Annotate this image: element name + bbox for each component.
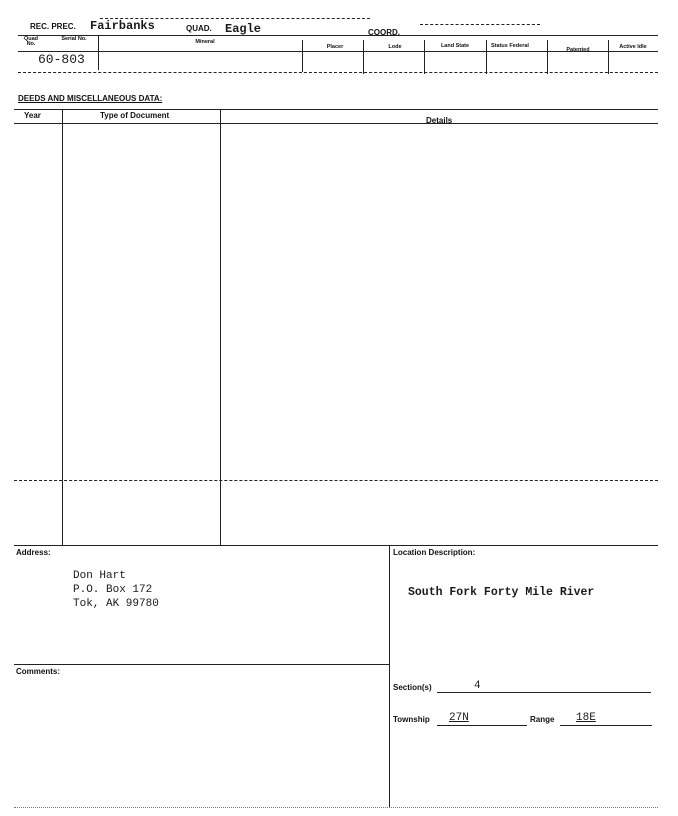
active-idle-header: Active Idle <box>619 44 647 50</box>
lode-header: Lode <box>388 44 402 50</box>
deeds-section-title: DEEDS AND MISCELLANEOUS DATA: <box>18 94 163 103</box>
top-dashed-rule-right <box>420 24 540 25</box>
status-federal-header: Status Federal <box>491 43 529 49</box>
details-column-header: Details <box>426 116 453 125</box>
section-underline <box>437 692 651 693</box>
serial-no-header: Serial No. <box>61 36 87 42</box>
col-divider <box>547 40 548 74</box>
section-value: 4 <box>474 680 481 692</box>
address-line-3: Tok, AK 99780 <box>73 598 159 610</box>
col-divider <box>486 40 487 74</box>
location-description-value: South Fork Forty Mile River <box>408 586 595 599</box>
header-rule <box>18 35 658 36</box>
deeds-dashed-rule <box>14 480 658 481</box>
address-label: Address: <box>16 548 51 557</box>
range-underline <box>560 725 652 726</box>
col-divider <box>363 40 364 74</box>
land-state-header: Land State <box>440 43 470 49</box>
type-column-header: Type of Document <box>100 111 170 120</box>
township-value: 27N <box>449 712 469 724</box>
address-location-divider <box>389 545 390 807</box>
quad-no-header: Quad No. <box>23 36 39 47</box>
quad-label: QUAD. <box>186 24 212 33</box>
mineral-header: Mineral <box>195 39 215 45</box>
address-line-1: Don Hart <box>73 570 126 582</box>
rec-prec-label: REC. PREC. <box>30 22 76 31</box>
year-column-header: Year <box>24 111 41 120</box>
col-divider <box>98 35 99 70</box>
location-description-label: Location Description: <box>393 548 476 557</box>
record-row-rule <box>18 72 658 73</box>
range-value: 18E <box>576 712 596 724</box>
deeds-top-rule <box>14 109 658 110</box>
patented-header: Patented <box>566 47 590 53</box>
coord-label: COORD. <box>368 28 400 37</box>
quad-serial-value: 60-803 <box>38 52 85 67</box>
placer-header: Placer <box>326 44 344 50</box>
deeds-header-rule <box>14 123 658 124</box>
comments-label: Comments: <box>16 667 61 676</box>
comments-top-rule <box>14 664 389 665</box>
quad-value: Eagle <box>225 22 262 36</box>
address-line-2: P.O. Box 172 <box>73 584 153 596</box>
colhead-rule <box>18 51 658 52</box>
section-label: Section(s) <box>393 683 432 692</box>
rec-prec-value: Fairbanks <box>90 19 155 33</box>
address-top-rule <box>14 545 658 546</box>
bottom-dotted-rule <box>14 807 658 808</box>
col-divider <box>302 40 303 72</box>
township-underline <box>437 725 527 726</box>
col-divider <box>424 40 425 74</box>
col-divider <box>608 40 609 74</box>
range-label: Range <box>530 715 555 724</box>
township-label: Township <box>393 715 430 724</box>
